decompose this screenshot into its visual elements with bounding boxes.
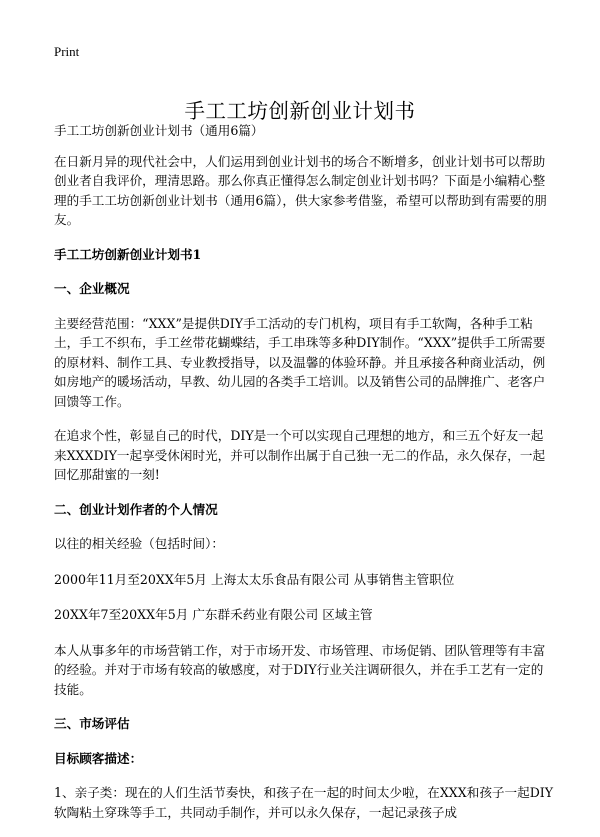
experience-item-2: 20XX年7至20XX年5月 广东群禾药业有限公司 区域主管 <box>54 607 373 622</box>
page-title: 手工工坊创新创业计划书 <box>184 98 416 123</box>
print-link[interactable]: Print <box>54 44 80 59</box>
section-heading-plan-1: 手工工坊创新创业计划书1 <box>54 246 202 262</box>
experience-label: 以往的相关经验（包括时间）： <box>54 536 225 551</box>
document-subtitle: 手工工坊创新创业计划书（通用6篇） <box>54 123 264 138</box>
heading-company-overview: 一、企业概况 <box>54 281 130 296</box>
heading-market-assessment: 三、市场评估 <box>54 716 130 731</box>
experience-item-1: 2000年11月至20XX年5月 上海太太乐食品有限公司 从事销售主管职位 <box>54 571 455 587</box>
author-paragraph: 本人从事多年的市场营销工作，对于市场开发、市场管理、市场促销、团队管理等有丰富的经验。并对于市场有较高的敏感度，对于DIY行业关注调研很久，并在手工艺有一定的技能。 <box>54 642 546 697</box>
target-paragraph: 1、亲子类：现在的人们生活节奏快，和孩子在一起的时间太少啦，在XXX和孩子一起DIY软陶粘土穿珠等手工，共同动手制作，并可以永久保存，一起记录孩子成 <box>54 785 554 820</box>
intro-paragraph: 在日新月异的现代社会中，人们运用到创业计划书的场合不断增多，创业计划书可以帮助创业者自我评价，理清思路。那么你真正懂得怎么制定创业计划书吗？下面是小编精心整理的手工工坊创新创业计划书（通用6篇），供大家参考借鉴，希望可以帮助到有需要的朋友。 <box>54 153 547 227</box>
overview-paragraph-2: 在追求个性，彰显自己的时代，DIY是一个可以实现自己理想的地方，和三五个好友一起来XXXDIY一起享受休闲时光，并可以制作出属于自己独一无二的作品，永久保存，一起回忆那甜蜜的一刻! <box>54 428 546 482</box>
heading-author-info: 二、创业计划作者的个人情况 <box>54 501 218 517</box>
document-body <box>54 121 554 837</box>
heading-target-customers: 目标顾客描述： <box>54 750 143 766</box>
overview-paragraph-1: 主要经营范围：“XXX”是提供DIY手工活动的专门机构，项目有手工软陶，各种手工粘土，手工不织布，手工丝带花蝴蝶结，手工串珠等多种DIY制作。“XXX”提供手工所需要的原材料、制作工具、专业教授指导，以及温馨的体验环静。并且承接各种商业活动，例如房地产的暖场活动，早教、幼儿园的各类手工培训。以及销售公司的品牌推广、老客户回馈等工作。 <box>54 315 546 409</box>
